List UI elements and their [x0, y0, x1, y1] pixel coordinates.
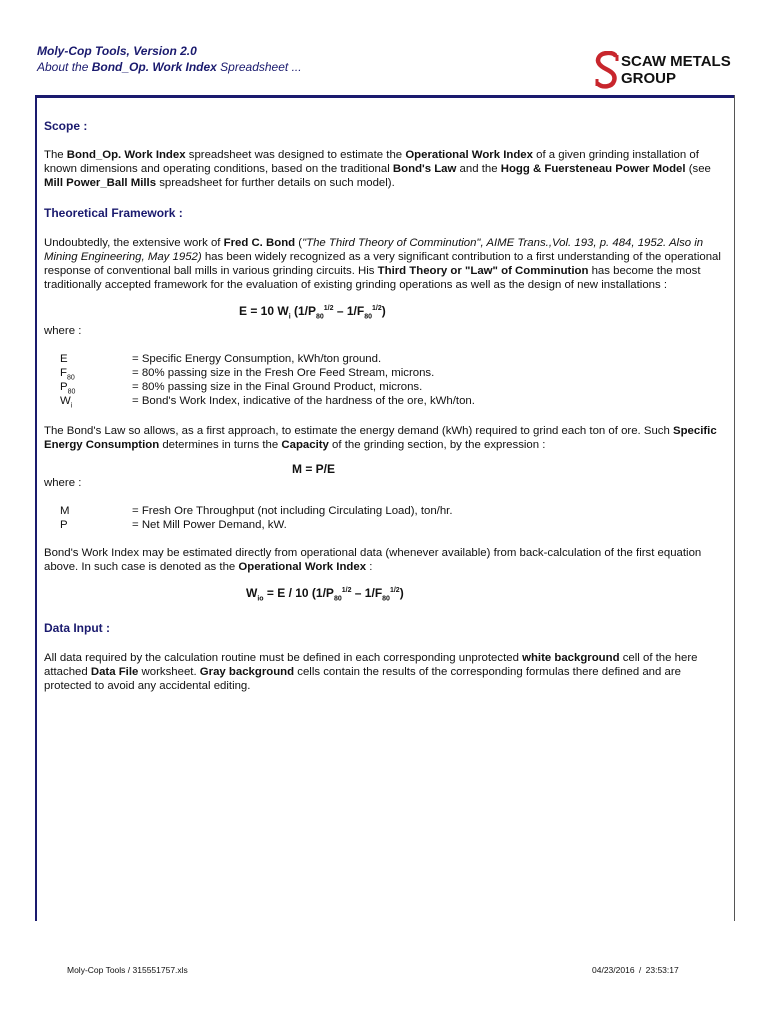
company-logo	[594, 51, 744, 91]
definition-row: M = Fresh Ore Throughput (not including Circulating Load), ton/hr.	[60, 505, 453, 518]
scope-paragraph: The Bond_Op. Work Index spreadsheet was designed to estimate the Operational Work Index of a given grinding installation of known dimensions and operating conditions, based on the traditional Bond's Law and the Hogg & Fuersteneau Power Model (see Mill Power_Ball Mills spreadsheet for further details on such model).	[44, 149, 711, 189]
definition-row: P = Net Mill Power Demand, kW.	[60, 519, 287, 532]
operational-work-index-formula: $W_{io} = E / 10$ $(1/P_{80}^{1/2} - 1/F_{80}^{1/2})$	[246, 586, 404, 603]
bond-law-formula: E = 10 $W_i$ $(1/P_{80}^{1/2} - 1/F_{80}^{1/2})$	[239, 304, 386, 321]
definition-row: $F_{80}$ = 80% passing size in the Fresh Ore Feed Stream, microns.	[60, 367, 435, 382]
definition-row: $P_{80}$ = 80% passing size in the Final Ground Product, microns.	[60, 381, 423, 396]
logo-line1: SCAW METALS	[621, 53, 731, 70]
capacity-formula: M = P/E	[292, 462, 336, 477]
document-title: Moly-Cop Tools, Version 2.0	[37, 44, 197, 58]
definition-row: $W_i$ = Bond's Work Index, indicative of the hardness of the ore, kWh/ton.	[60, 395, 475, 410]
operational-index-paragraph: Bond's Work Index may be estimated directly from operational data (whenever available) from back-calculation of the first equation above. In such case is denoted as the Operational Work Index :	[44, 547, 702, 574]
header-rule	[35, 95, 735, 98]
left-border	[35, 95, 37, 921]
framework-heading: Theoretical Framework :	[44, 206, 183, 220]
where-label-2: where :	[44, 477, 82, 490]
definition-row: E = Specific Energy Consumption, kWh/ton ground.	[60, 353, 382, 366]
scaw-s-logo-icon	[594, 51, 620, 91]
logo-line2: GROUP	[621, 70, 677, 87]
formula2-definitions	[44, 504, 724, 532]
where-label-1: where :	[44, 325, 82, 338]
capacity-paragraph: The Bond's Law so allows, as a first approach, to estimate the energy demand (kWh) required to grind each ton of ore. Such Specific Energy Consumption determines in turns the Capacity of the grinding section, by the expression :	[44, 425, 717, 452]
framework-paragraph: Undoubtedly, the extensive work of Fred C. Bond ("The Third Theory of Comminution", AIME Trans.,Vol. 193, p. 484, 1952. Also in Mining Engineering, May 1952) has been widely recognized as a very significant contribution to a first understanding of the operational response of conventional ball mills in various grinding circuits. His Third Theory or "Law" of Comminution has become the most traditionally accepted framework for the evaluation of existing grinding operations as well as the design of new installations :	[44, 237, 721, 291]
document-subtitle: About the Bond_Op. Work Index Spreadsheet ...	[37, 60, 302, 74]
data-input-paragraph: All data required by the calculation routine must be defined in each corresponding unprotected white background cell of the here attached Data File worksheet. Gray background cells contain the results of the corresponding formulas there defined and are protected to avoid any accidental editing.	[44, 651, 698, 692]
formula1-definitions	[44, 352, 724, 408]
footer-timestamp: 04/23/2016 / 23:53:17	[592, 965, 679, 975]
document-body	[44, 119, 724, 693]
right-border	[734, 95, 735, 921]
data-input-heading: Data Input :	[44, 620, 110, 635]
footer-filename: Moly-Cop Tools / 315551757.xls	[67, 965, 188, 975]
scope-heading: Scope :	[44, 119, 88, 133]
